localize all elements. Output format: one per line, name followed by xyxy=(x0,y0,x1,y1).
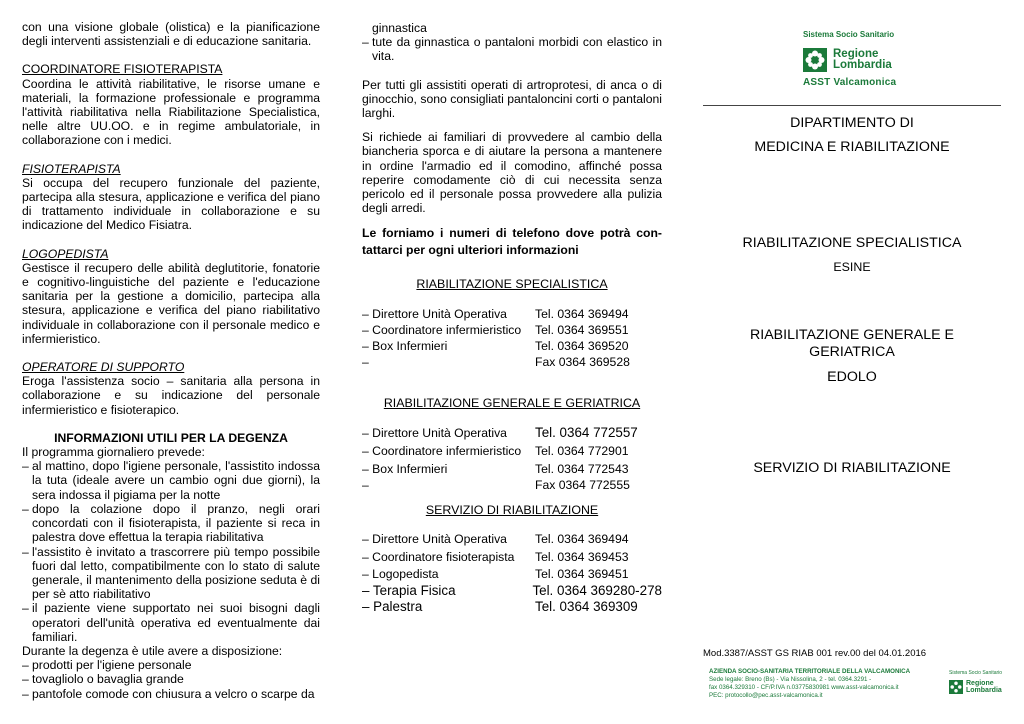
contact-row xyxy=(362,306,662,322)
clothing-item: – tute da ginnastica o pantaloni morbidi con elastico in vita. xyxy=(362,35,662,63)
contact-phone: Tel. 0364 369520 xyxy=(535,339,629,354)
header-divider xyxy=(703,105,1001,106)
info-heading: INFORMAZIONI UTILI PER LA DEGENZA xyxy=(54,430,288,445)
speech-therapist-text: Gestisce il recupero delle abilità deglutitorie, fonatorie e cognitivo-linguistiche del paziente e l'educazione sanitaria per la gestione a domicilio, partecipa alla stesura, applicazione e verifica del piano riabilitativo individuale in collaborazione con il personale medico e infermieristico. xyxy=(22,260,320,346)
contact-row xyxy=(362,443,662,459)
contact-phone: Tel. 0364 369551 xyxy=(535,323,629,338)
document-code: Mod.3387/ASST GS RIAB 001 rev.00 del 04.01.2016 xyxy=(703,648,927,659)
coordinator-heading: COORDINATORE FISIOTERAPISTA xyxy=(22,62,223,77)
coordinator-text: Coordina le attività riabilitative, le risorse umane e materiali, la formazione professionale e programma l'attività riabilitativa nella Riabilitazione Specialistica, nelle altre UU.OO. e in regime ambulatoriale, in collaborazione con i medici. xyxy=(22,76,320,148)
contact-row xyxy=(362,354,662,370)
contact-role: – Coordinatore infermieristico xyxy=(362,323,522,338)
contact-role: – Direttore Unità Operativa xyxy=(362,426,507,441)
intro-text: con una visione globale (olistica) e la pianificazione degli interventi assistenziali e di educazione sanitaria. xyxy=(22,20,320,49)
contact-phone: Tel. 0364 369494 xyxy=(535,532,629,547)
available-item: – pantofole comode con chiusura a velcro o scarpe da xyxy=(22,687,320,701)
general-title-line1: RIABILITAZIONE GENERALE E xyxy=(750,327,954,343)
family-note: Si richiede ai familiari di provvedere al cambio della biancheria sporca e di aiutare la persona a mantenere in ordine l'armadio ed il comodino, affinché possa reperire comodamente ciò di cui necessita senza pericolo ed il personale possa provvedere alla pulizia degli arredi. xyxy=(362,130,662,216)
speech-therapist-heading: LOGOPEDISTA xyxy=(22,246,109,261)
logo-region-line2: Lombardia xyxy=(833,59,892,71)
general-title-line2: GERIATRICA xyxy=(809,344,895,360)
footer-line: Sede legale: Breno (Bs) - Via Nissolina, 2 - tel. 0364.3291 - xyxy=(709,676,872,683)
footer-logo-region xyxy=(966,680,1002,694)
support-operator-text: Eroga l'assistenza socio – sanitaria alla persona in collaborazione e su indicazione del personale infermieristico e fisioterapico. xyxy=(22,374,320,417)
contact-phone: Tel. 0364 369494 xyxy=(535,307,629,322)
logo-asst-text: ASST Valcamonica xyxy=(803,77,897,88)
section-title-generale: RIABILITAZIONE GENERALE E GERIATRICA xyxy=(383,396,641,411)
department-line1: DIPARTIMENTO DI xyxy=(790,115,914,131)
contact-role: – Coordinatore infermieristico xyxy=(362,444,522,459)
specialist-location: ESINE xyxy=(833,260,871,274)
column-left xyxy=(22,0,320,701)
footer xyxy=(703,668,1001,708)
column-right xyxy=(703,0,1001,724)
contact-fax: Fax 0364 772555 xyxy=(535,478,630,493)
phone-intro: Le forniamo i numeri di telefono dove potrà con-tattarci per ogni ulteriori informazioni xyxy=(362,226,662,258)
footer-logo-region-line2: Lombardia xyxy=(966,687,1002,694)
logo-region-line1: Regione xyxy=(833,48,879,60)
contact-phone: Tel. 0364 772543 xyxy=(535,462,629,477)
contact-row xyxy=(362,531,662,547)
contact-role: – Direttore Unità Operativa xyxy=(362,532,507,547)
service-title: SERVIZIO DI RIABILITAZIONE xyxy=(753,460,951,476)
contact-row xyxy=(362,477,662,493)
footer-logo-region-line1: Regione xyxy=(966,680,994,687)
footer-address xyxy=(709,668,910,700)
contact-row xyxy=(362,461,662,477)
available-item: – prodotti per l'igiene personale xyxy=(22,658,320,672)
available-item: – tovagliolo o bavaglia grande xyxy=(22,672,320,686)
contact-phone: Tel. 0364 772901 xyxy=(535,444,629,459)
program-item: – dopo la colazione dopo il pranzo, negli orari concordati con il fisioterapista, il paziente si reca in palestra dove effettua la terapia riabilitativa xyxy=(22,502,320,545)
contact-role: – Direttore Unità Operativa xyxy=(362,307,507,322)
footer-line: fax 0364.329310 - CF/P.IVA n.03775830981 www.asst-valcamonica.it xyxy=(709,684,899,691)
continued-line: ginnastica xyxy=(372,21,427,35)
contact-role: – Box Infermieri xyxy=(362,339,448,354)
contact-row xyxy=(362,566,662,582)
contact-phone: Tel. 0364 772557 xyxy=(535,425,638,441)
contact-role: – Logopedista xyxy=(362,567,439,582)
available-intro: Durante la degenza è utile avere a disposizione: xyxy=(22,643,283,658)
section-title-specialistica: RIABILITAZIONE SPECIALISTICA xyxy=(416,277,608,292)
contact-row xyxy=(362,322,662,338)
footer-line: PEC: protocollo@pec.asst-valcamonica.it xyxy=(709,692,823,699)
contact-fax: Fax 0364 369528 xyxy=(535,355,630,370)
contact-role: – Box Infermieri xyxy=(362,462,448,477)
program-item: – l'assistito è invitato a trascorrere più tempo possibile fuori dal letto, compatibilmente con lo stato di salute generale, il mantenimento della posizione seduta è di per sè atto riabilitativo xyxy=(22,545,320,602)
contact-phone: Tel. 0364 369280-278 xyxy=(532,583,662,599)
arthroplasty-note: Per tutti gli assistiti operati di artroprotesi, di anca o di ginocchio, sono consigliati pantaloncini corti o pantaloni larghi. xyxy=(362,77,662,121)
column-middle xyxy=(362,0,662,615)
contact-row xyxy=(362,583,662,599)
contact-phone: Tel. 0364 369453 xyxy=(535,550,629,565)
footer-line: AZIENDA SOCIO-SANITARIA TERRITORIALE DELLA VALCAMONICA xyxy=(709,668,911,675)
physiotherapist-text: Si occupa del recupero funzionale del paziente, partecipa alla stesura, applicazione e verifica del piano di trattamento individuale in collaborazione e su indicazione del Medico Fisiatra. xyxy=(22,175,320,233)
support-operator-heading: OPERATORE DI SUPPORTO xyxy=(22,360,185,375)
logo-region-name xyxy=(833,49,892,71)
contact-role: – Coordinatore fisioterapista xyxy=(362,550,515,565)
contact-phone: Tel. 0364 369451 xyxy=(535,567,629,582)
lombardia-rose-icon xyxy=(803,48,827,72)
logo-system-text: Sistema Socio Sanitario xyxy=(803,30,895,39)
program-item: – al mattino, dopo l'igiene personale, l'assistito indossa la tuta (ideale avere un cambio ogni due giorni), la sera indossa il pigiama per la notte xyxy=(22,459,320,502)
contact-role: – Terapia Fisica xyxy=(362,583,456,599)
program-intro: Il programma giornaliero prevede: xyxy=(22,445,205,460)
contact-phone: Tel. 0364 369309 xyxy=(535,599,638,615)
contact-row xyxy=(362,425,662,441)
section-title-servizio: SERVIZIO DI RIABILITAZIONE xyxy=(425,503,599,518)
footer-logo-system: Sistema Socio Sanitario xyxy=(949,670,1003,676)
contact-row xyxy=(362,549,662,565)
footer-logo xyxy=(941,670,1001,706)
physiotherapist-heading: FISIOTERAPISTA xyxy=(22,161,121,176)
contact-role: – xyxy=(362,478,369,493)
contact-row xyxy=(362,599,662,615)
lombardia-rose-icon xyxy=(949,680,963,694)
asst-logo xyxy=(803,30,943,94)
contact-row xyxy=(362,338,662,354)
specialist-title: RIABILITAZIONE SPECIALISTICA xyxy=(742,235,962,251)
contact-role: – xyxy=(362,355,369,370)
contact-role: – Palestra xyxy=(362,599,423,615)
department-line2: MEDICINA E RIABILITAZIONE xyxy=(754,139,950,155)
program-item: – il paziente viene supportato nei suoi bisogni dagli operatori dell'unità operativa ed eventualmente dai familiari. xyxy=(22,601,320,644)
general-location: EDOLO xyxy=(827,369,877,385)
